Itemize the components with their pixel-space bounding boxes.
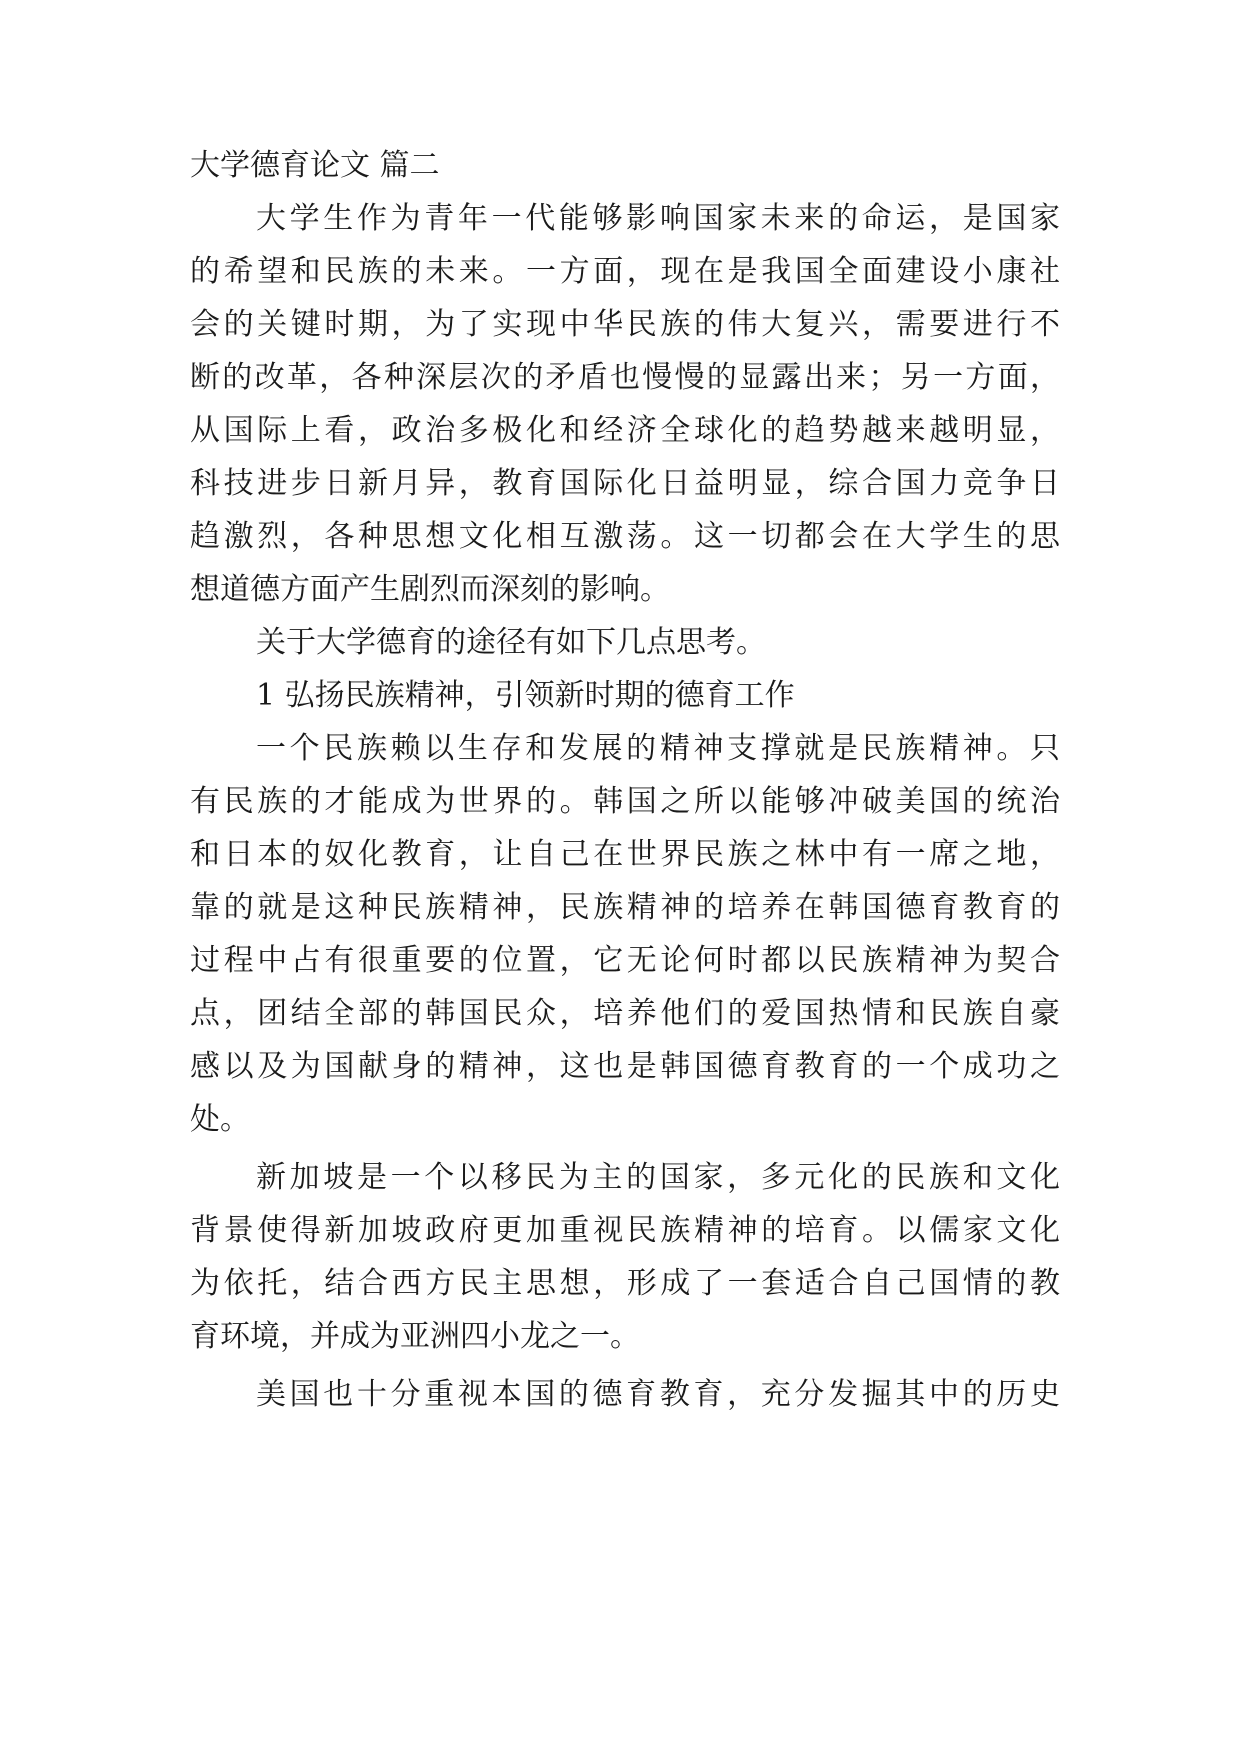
text-line: 处。 [190,1102,250,1137]
text-line: 和日本的奴化教育，让自己在世界民族之林中有一席之地， [190,837,1060,872]
text-line: 背景使得新加坡政府更加重视民族精神的培育。以儒家文化 [190,1213,1060,1248]
text-line: 为依托，结合西方民主思想，形成了一套适合自己国情的教 [190,1266,1060,1301]
text-line: 会的关键时期，为了实现中华民族的伟大复兴，需要进行不 [190,307,1060,342]
text-line: 新加坡是一个以移民为主的国家，多元化的民族和文化 [256,1160,1060,1195]
text-line: 趋激烈，各种思想文化相互激荡。这一切都会在大学生的思 [190,519,1060,554]
text-line: 大学生作为青年一代能够影响国家未来的命运，是国家 [256,201,1060,236]
text-line: 断的改革，各种深层次的矛盾也慢慢的显露出来；另一方面， [190,360,1060,395]
text-line: 的希望和民族的未来。一方面，现在是我国全面建设小康社 [190,254,1060,289]
document-title: 大学德育论文 篇二 [190,148,440,183]
text-line: 一个民族赖以生存和发展的精神支撑就是民族精神。只 [256,731,1060,766]
text-line: 美国也十分重视本国的德育教育，充分发掘其中的历史 [256,1377,1060,1412]
text-line: 关于大学德育的途径有如下几点思考。 [256,625,766,660]
text-line: 从国际上看，政治多极化和经济全球化的趋势越来越明显， [190,413,1060,448]
text-line: 想道德方面产生剧烈而深刻的影响。 [190,572,670,607]
text-line: 过程中占有很重要的位置，它无论何时都以民族精神为契合 [190,943,1060,978]
text-line: 育环境，并成为亚洲四小龙之一。 [190,1319,640,1354]
text-line: 点，团结全部的韩国民众，培养他们的爱国热情和民族自豪 [190,996,1060,1031]
text-line: 科技进步日新月异，教育国际化日益明显，综合国力竞争日 [190,466,1060,501]
text-line: 感以及为国献身的精神，这也是韩国德育教育的一个成功之 [190,1049,1060,1084]
text-line: 靠的就是这种民族精神，民族精神的培养在韩国德育教育的 [190,890,1060,925]
section-heading: 1 弘扬民族精神，引领新时期的德育工作 [256,678,795,713]
text-line: 有民族的才能成为世界的。韩国之所以能够冲破美国的统治 [190,784,1060,819]
